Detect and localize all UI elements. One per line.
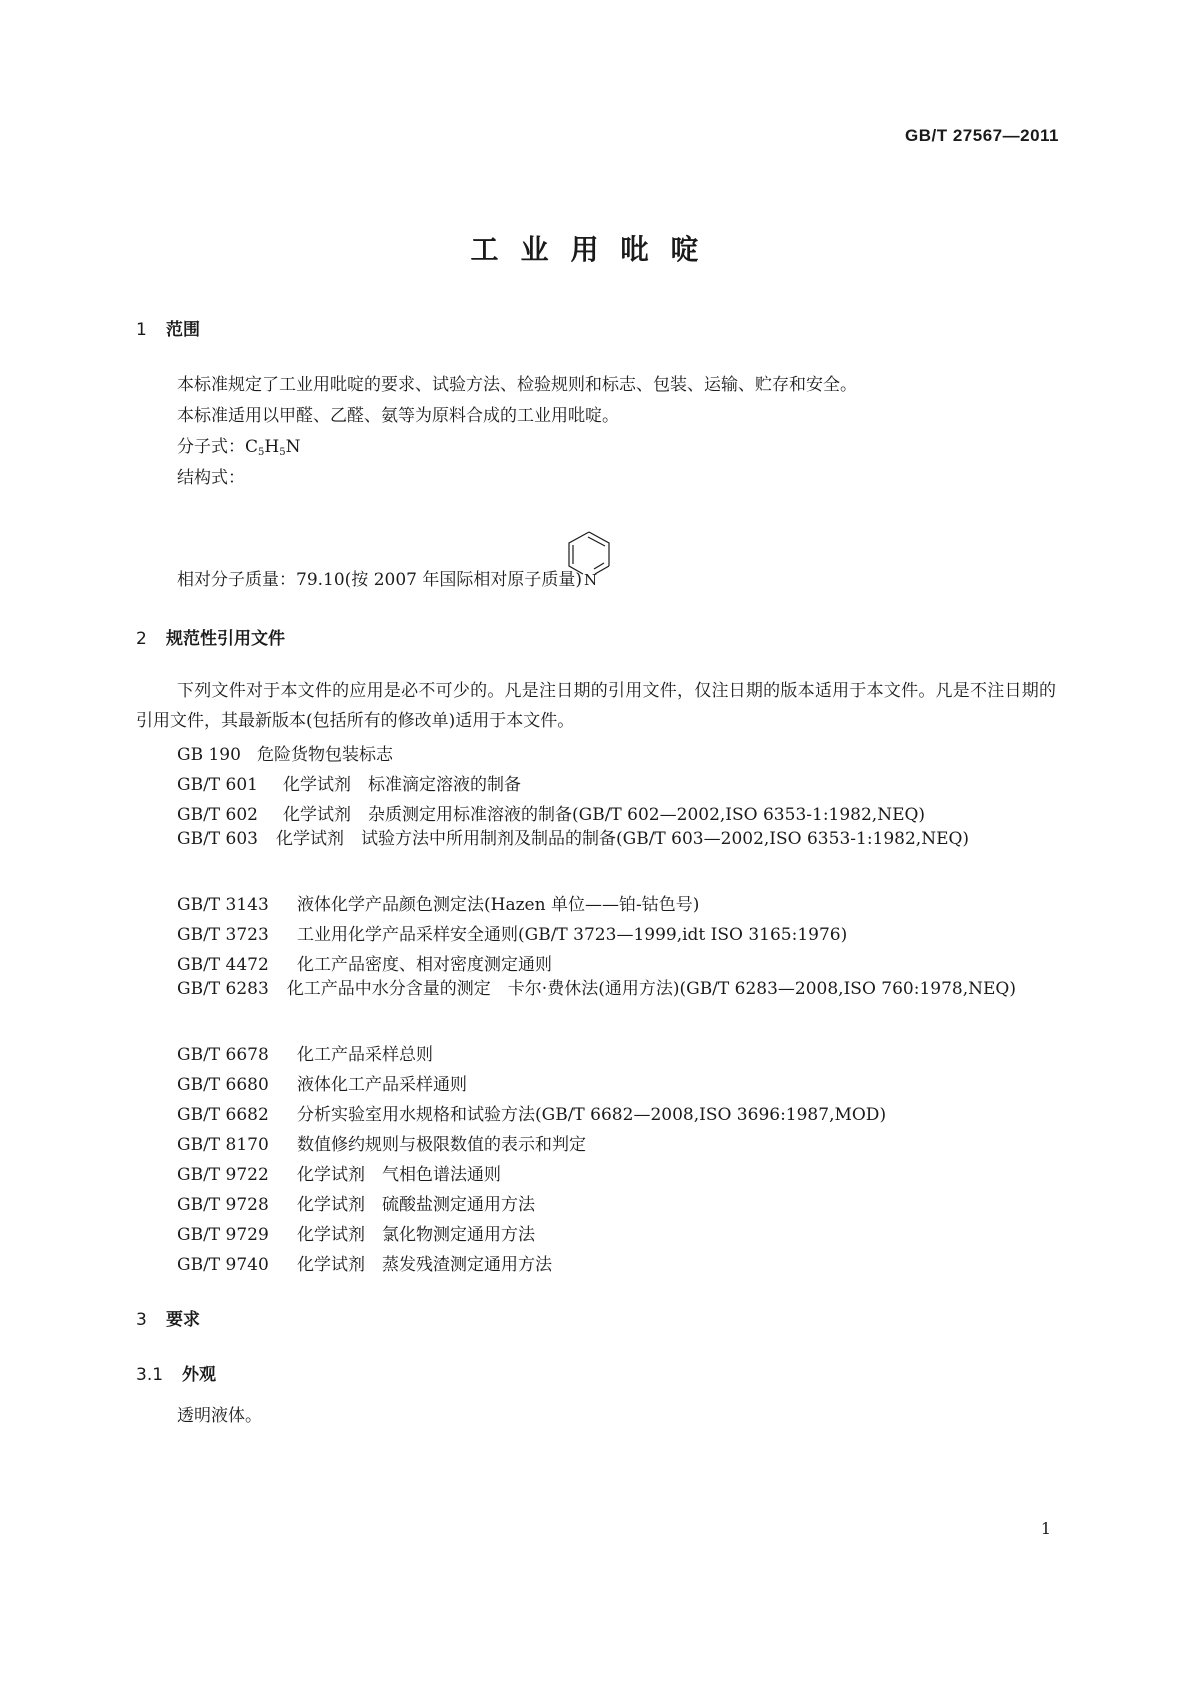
references-intro: 下列文件对于本文件的应用是必不可少的。凡是注日期的引用文件，仅注日期的版本适用于本文件。凡是不注日期的引用文件，其最新版本(包括所有的修改单)适用于本文件。 [136,681,1056,731]
reference-item [177,740,393,765]
subsection-number: 3.1 [136,1365,164,1385]
reference-item [177,1130,586,1155]
reference-code: GB/T 602 [177,805,258,825]
reference-code: GB/T 6682 [177,1105,269,1125]
reference-item [177,770,521,795]
reference-code: GB/T 6283 [177,979,269,999]
ring-bond [589,532,609,566]
reference-item [177,1100,886,1125]
reference-item [177,1250,552,1275]
section-2-heading [136,624,285,649]
section-title: 范围 [166,320,200,340]
molecular-formula [177,432,300,458]
reference-title: 化学试剂 气相色谱法通则 [297,1165,501,1185]
reference-code: GB/T 3143 [177,895,269,915]
double-bond [588,537,605,546]
reference-code: GB/T 603 [177,829,258,849]
reference-title: 化学试剂 试验方法中所用制剂及制品的制备(GB/T 603—2002,ISO 6353-1:1982,NEQ) [276,829,970,849]
reference-code: GB/T 8170 [177,1135,269,1155]
molecular-mass: 相对分子质量：79.10(按 2007 年国际相对原子质量) [177,570,583,590]
reference-code: GB/T 3723 [177,925,269,945]
reference-item [177,890,699,915]
section-number: 2 [136,629,147,649]
reference-code: GB/T 9729 [177,1225,269,1245]
formula-element: N [285,437,301,457]
document-title: 工业用吡啶 [470,233,721,266]
reference-title: 化学试剂 杂质测定用标准溶液的制备(GB/T 602—2002,ISO 6353-1:1982,NEQ) [283,805,926,825]
page-number: 1 [1040,1519,1051,1538]
double-bond [594,563,604,569]
standard-code: GB/T 27567—2011 [905,126,1059,145]
reference-title: 工业用化学产品采样安全通则(GB/T 3723—1999,idt ISO 3165:1976) [297,925,848,945]
subsection-3-1-heading [136,1360,216,1385]
reference-title: 分析实验室用水规格和试验方法(GB/T 6682—2008,ISO 3696:1987,MOD) [297,1105,887,1125]
reference-code: GB/T 6680 [177,1075,269,1095]
structure-label: 结构式： [177,468,245,488]
reference-title: 液体化学产品颜色测定法(Hazen 单位——铂-钴色号) [297,895,700,915]
reference-item [177,1220,535,1245]
reference-code: GB/T 6678 [177,1045,269,1065]
reference-code: GB/T 9740 [177,1255,269,1275]
reference-code: GB 190 [177,745,241,765]
reference-title: 化工产品中水分含量的测定 卡尔·费休法(通用方法)(GB/T 6283—2008,ISO 760:1978,NEQ) [286,979,1016,999]
appearance-text: 透明液体。 [177,1406,262,1426]
scope-line-1: 本标准规定了工业用吡啶的要求、试验方法、检验规则和标志、包装、运输、贮存和安全。 [177,375,857,395]
reference-code: GB/T 9722 [177,1165,269,1185]
reference-title: 化学试剂 硫酸盐测定通用方法 [297,1195,535,1215]
reference-item [136,824,1056,854]
formula-element: C [245,437,259,457]
section-1-heading [136,315,200,340]
reference-item [177,1190,535,1215]
reference-title: 危险货物包装标志 [257,745,393,765]
section-title: 要求 [166,1310,200,1330]
reference-title: 数值修约规则与极限数值的表示和判定 [297,1135,586,1155]
reference-item [177,1040,433,1065]
reference-item [177,950,552,975]
formula-subscript: 5 [258,447,265,458]
section-number: 3 [136,1310,147,1330]
reference-title: 化学试剂 标准滴定溶液的制备 [283,775,521,795]
reference-item [136,974,1056,1004]
reference-title: 化工产品采样总则 [297,1045,433,1065]
scope-line-2: 本标准适用以甲醛、乙醛、氨等为原料合成的工业用吡啶。 [177,406,619,426]
formula-element: H [264,437,280,457]
section-title: 规范性引用文件 [166,629,285,649]
reference-item [177,1160,501,1185]
reference-title: 化学试剂 氯化物测定通用方法 [297,1225,535,1245]
formula-label: 分子式： [177,437,245,457]
reference-title: 液体化工产品采样通则 [297,1075,467,1095]
formula-subscript: 5 [279,447,286,458]
section-3-heading [136,1305,200,1330]
reference-item [177,800,925,825]
reference-code: GB/T 9728 [177,1195,269,1215]
reference-code: GB/T 601 [177,775,258,795]
reference-item [177,920,847,945]
reference-title: 化学试剂 蒸发残渣测定通用方法 [297,1255,552,1275]
reference-item [177,1070,467,1095]
nitrogen-atom-label: N [584,571,598,589]
reference-code: GB/T 4472 [177,955,269,975]
section-number: 1 [136,320,147,340]
reference-title: 化工产品密度、相对密度测定通则 [297,955,552,975]
subsection-title: 外观 [182,1365,216,1385]
